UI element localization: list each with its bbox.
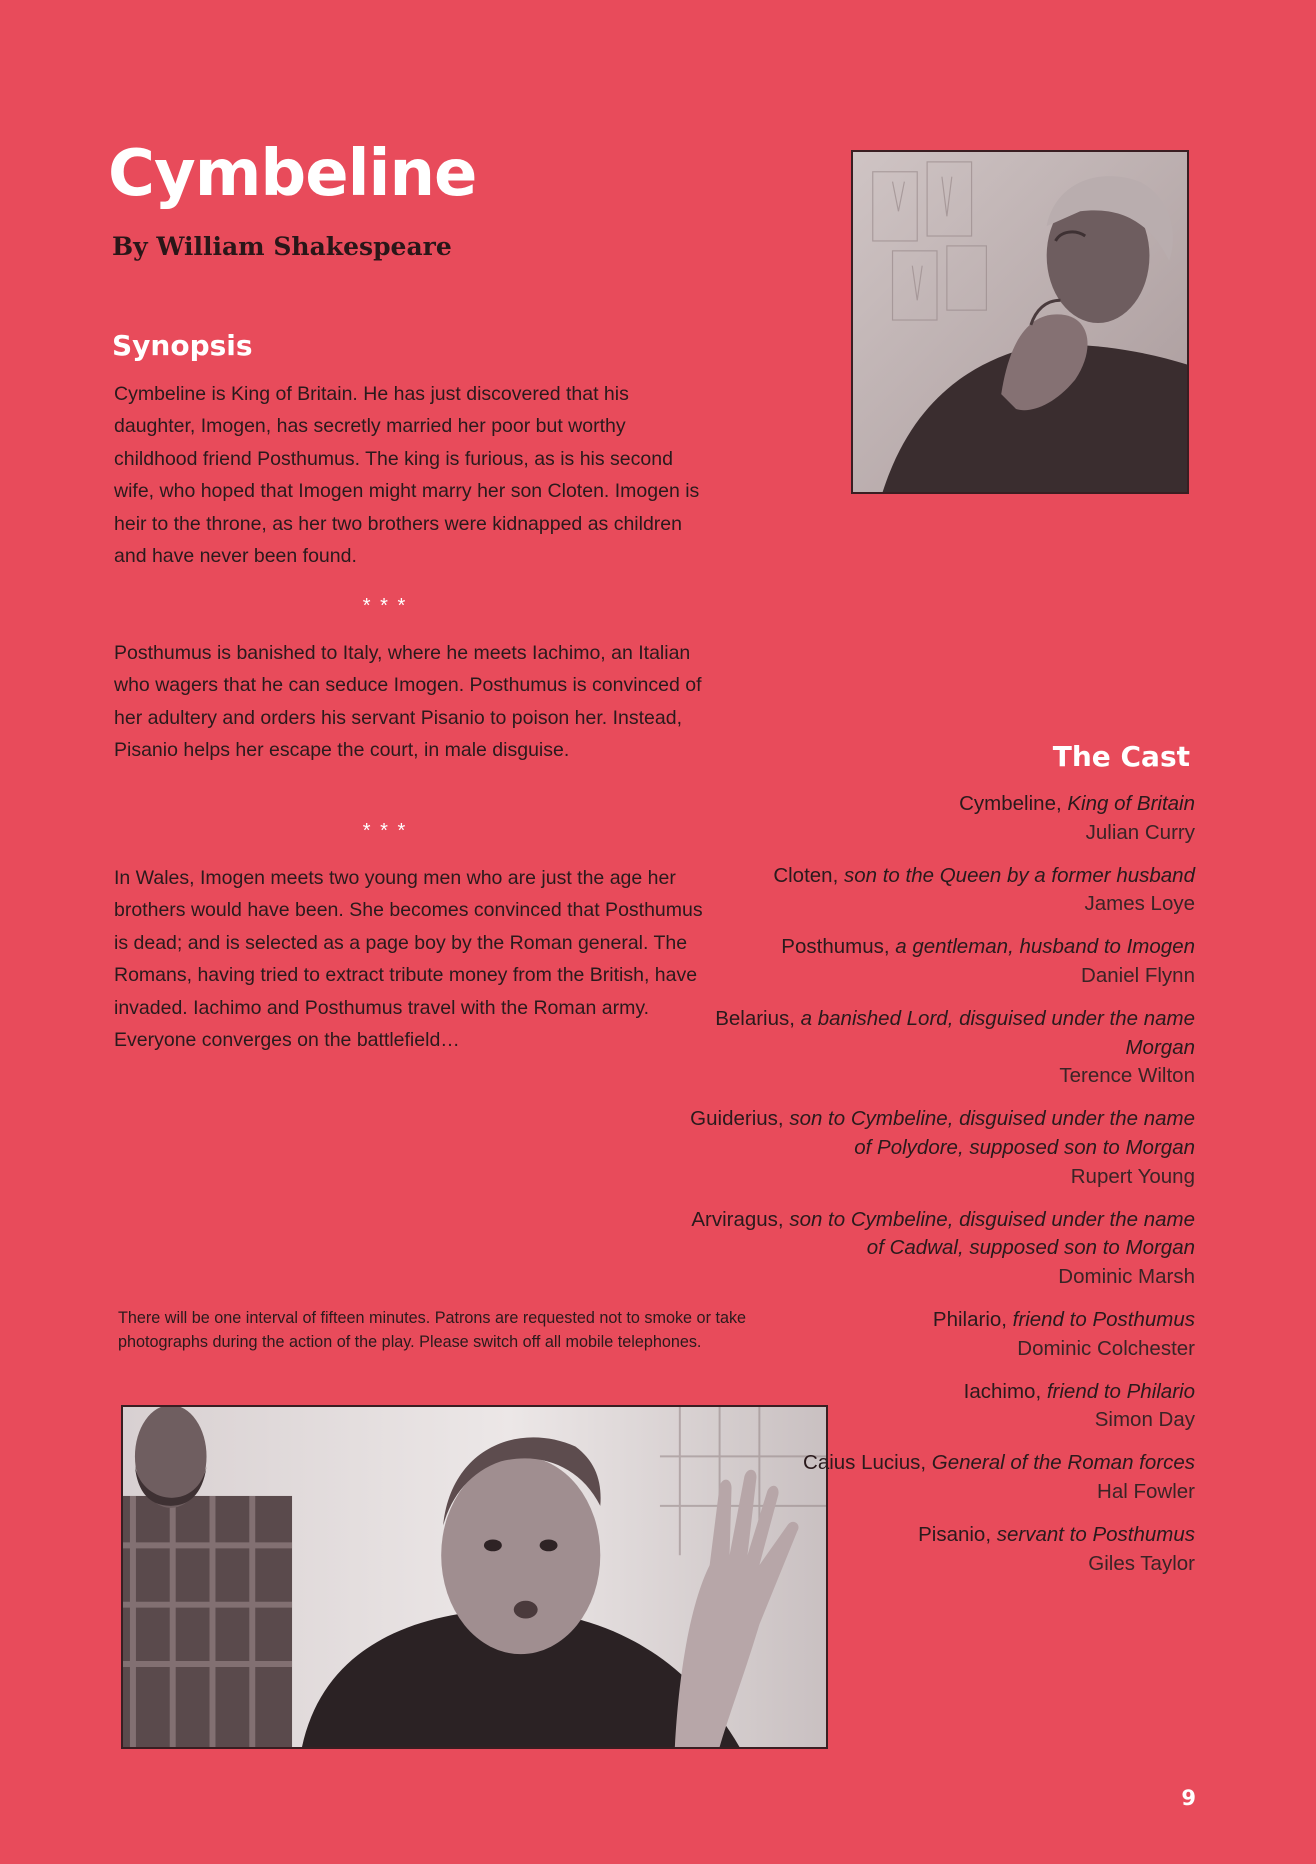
synopsis-paragraph-3: In Wales, Imogen meets two young men who are just the age her brothers would have been. She becomes convinced that Posthumus is dead; and is selected as a page boy by the Roman general. The Romans, having tried to extract tribute money from the British, have invaded. Iachimo and Posthumus travel with the Roman army. Everyone converges on the battlefield… — [114, 867, 703, 1052]
role-description: friend to Posthumus — [1012, 1307, 1195, 1331]
role-description: General of the Roman forces — [931, 1451, 1195, 1475]
cast-entry — [675, 1521, 1195, 1579]
cast-list — [675, 790, 1195, 1592]
cast-entry — [675, 1378, 1195, 1436]
role-name: Philario, — [932, 1307, 1007, 1331]
section-separator: * * * — [362, 595, 408, 617]
page-number: 9 — [1181, 1786, 1196, 1810]
cast-entry — [675, 1449, 1195, 1507]
cast-entry — [675, 933, 1195, 991]
actor-name: James Loye — [1084, 892, 1195, 916]
role-description: King of Britain — [1067, 792, 1195, 815]
play-title: Cymbeline — [108, 137, 477, 211]
cast-entry — [675, 790, 1195, 848]
cast-entry — [675, 1105, 1195, 1191]
role-description: son to Cymbeline, disguised under the name of Polydore, supposed son to Morgan — [789, 1107, 1195, 1159]
play-author: By William Shakespeare — [112, 232, 452, 261]
role-name: Arviragus, — [691, 1207, 784, 1231]
role-description: a banished Lord, disguised under the name Morgan — [800, 1006, 1195, 1059]
role-name: Posthumus, — [781, 935, 890, 959]
role-description: son to the Queen by a former husband — [843, 863, 1195, 887]
role-name: Iachimo, — [963, 1379, 1042, 1403]
cast-heading: The Cast — [1052, 740, 1190, 773]
role-name: Pisanio, — [918, 1522, 992, 1546]
cast-entry — [675, 862, 1195, 920]
cast-entry — [675, 1206, 1195, 1292]
role-description: friend to Philario — [1046, 1379, 1195, 1403]
role-name: Cymbeline, — [959, 792, 1062, 815]
director-photo — [851, 150, 1189, 494]
role-description: a gentleman, husband to Imogen — [895, 935, 1195, 959]
actor-name: Dominic Marsh — [1058, 1265, 1195, 1289]
cast-entry — [675, 1005, 1195, 1091]
actor-name: Dominic Colchester — [1017, 1336, 1195, 1360]
section-separator: * * * — [362, 820, 408, 842]
audience-notice: There will be one interval of fifteen minutes. Patrons are requested not to smoke or take photographs during the action of the play. Please switch off all mobile telephones. — [118, 1309, 747, 1351]
role-name: Guiderius, — [690, 1107, 784, 1131]
role-description: son to Cymbeline, disguised under the name of Cadwal, supposed son to Morgan — [789, 1207, 1195, 1260]
actor-name: Rupert Young — [1070, 1164, 1195, 1188]
synopsis-paragraph-1: Cymbeline is King of Britain. He has just discovered that his daughter, Imogen, has secretly married her poor but worthy childhood friend Posthumus. The king is furious, as is his second wife, who hoped that Imogen might marry her son Cloten. Imogen is heir to the throne, as her two brothers were kidnapped as children and have never been found. — [114, 383, 700, 568]
role-name: Caius Lucius, — [803, 1451, 927, 1475]
actor-name: Giles Taylor — [1088, 1551, 1195, 1575]
actor-name: Julian Curry — [1085, 820, 1195, 844]
actor-name: Daniel Flynn — [1081, 963, 1195, 987]
actor-name: Hal Fowler — [1097, 1479, 1195, 1503]
role-name: Cloten, — [773, 863, 839, 887]
role-description: servant to Posthumus — [996, 1522, 1195, 1546]
synopsis-heading: Synopsis — [112, 329, 253, 362]
actor-name: Simon Day — [1094, 1408, 1195, 1432]
role-name: Belarius, — [715, 1006, 795, 1030]
actor-name: Terence Wilton — [1059, 1064, 1195, 1088]
synopsis-paragraph-2: Posthumus is banished to Italy, where he meets Iachimo, an Italian who wagers that he can seduce Imogen. Posthumus is convinced of her adultery and orders his servant Pisanio to poison her. Instead, Pisanio helps her escape the court, in male disguise. — [114, 642, 702, 762]
cast-entry — [675, 1306, 1195, 1364]
